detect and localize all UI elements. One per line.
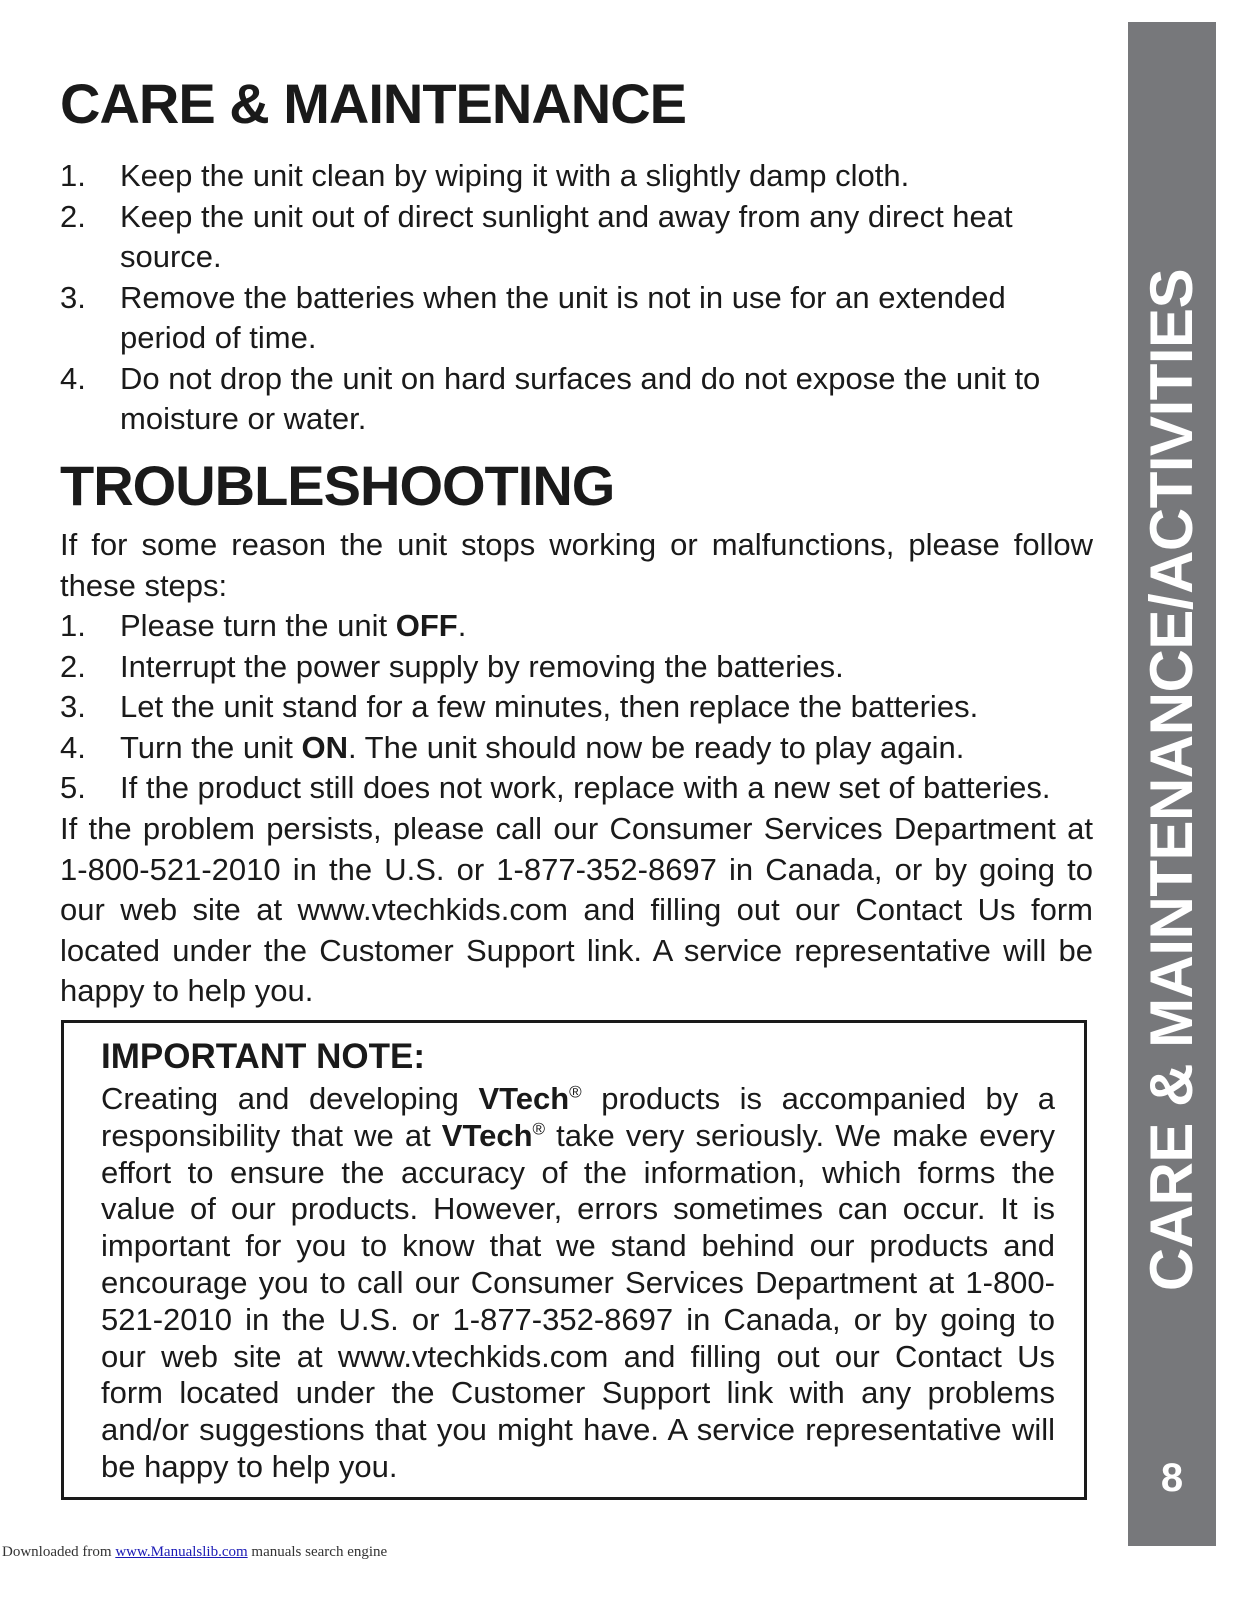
section-sidebar (1128, 22, 1216, 1546)
page-number: 8 (1160, 1456, 1184, 1500)
footer-suffix: manuals search engine (247, 1544, 388, 1560)
download-footer (2, 1544, 387, 1561)
list-text-bold: OFF (395, 608, 458, 643)
note-text: take very seriously. We make every effort to ensure the accuracy of the information, which forms the value of our products. However, errors sometimes can occur. It is important for you to know that we stand behind our products and encourage you to call our Consumer Services Department at 1-800-521-2010 in the U.S. or 1-877-352-8697 in Canada, or by going to our web site at www.vtechkids.com and filling out our Contact Us form located under the Customer Support link with any problems and/or suggestions that you might have. A service representative will be happy to help you. (101, 1117, 1055, 1484)
list-number: 1. (60, 158, 86, 193)
list-text: Do not drop the unit on hard surfaces and do not expose the unit to moisture or water. (120, 360, 1041, 436)
brand-name: VTech (478, 1081, 570, 1116)
list-item (60, 278, 1093, 359)
sidebar-section-label: CARE & MAINTENANCE/ACTIVITIES (1138, 268, 1205, 1292)
list-number: 3. (60, 689, 86, 724)
list-item (60, 156, 1093, 197)
list-number: 2. (60, 198, 86, 234)
list-text: Let the unit stand for a few minutes, then replace the batteries. (120, 689, 979, 724)
list-text: Interrupt the power supply by removing the batteries. (120, 648, 844, 684)
note-text: Creating and developing (101, 1081, 479, 1116)
list-number: 4. (60, 360, 86, 396)
important-note-body (101, 1081, 1055, 1486)
registered-mark: ® (569, 1082, 582, 1102)
list-item (60, 728, 1093, 769)
care-list (60, 156, 1093, 440)
important-note-box (61, 1020, 1087, 1500)
list-text: Please turn the unit (120, 608, 396, 643)
manualslib-link[interactable]: www.Manualslib.com (115, 1544, 248, 1560)
list-item (60, 197, 1093, 278)
list-text: . The unit should now be ready to play again. (348, 729, 965, 765)
list-text: If the product still does not work, replace with a new set of batteries. (120, 770, 1051, 805)
list-item (60, 606, 1093, 647)
troubleshooting-intro: If for some reason the unit stops working or malfunctions, please follow these steps: (60, 527, 1093, 603)
list-item (60, 647, 1093, 688)
note-text: products is accompanied by a responsibility that we at (101, 1081, 1055, 1153)
list-text-bold: ON (301, 729, 349, 765)
list-item (60, 687, 1093, 728)
troubleshooting-contact-paragraph: If the problem persists, please call our Consumer Services Department at 1-800-521-2010 in the U.S. or 1-877-352-8697 in Canada, or by going to our web site at www.vtechkids.com and filling out our Contact Us form located under the Customer Support link. A service representative will be happy to help you. (60, 811, 1093, 1008)
list-number: 4. (60, 729, 86, 765)
footer-prefix: Downloaded from (2, 1544, 116, 1560)
brand-name: VTech (441, 1117, 533, 1153)
list-number: 1. (60, 608, 86, 643)
list-number: 3. (60, 279, 86, 315)
troubleshooting-heading: TROUBLESHOOTING (60, 454, 615, 517)
list-number: 5. (60, 770, 86, 805)
list-text: Keep the unit clean by wiping it with a slightly damp cloth. (120, 158, 910, 193)
list-number: 2. (60, 648, 86, 684)
registered-mark: ® (532, 1119, 546, 1139)
list-item (60, 359, 1093, 440)
list-item (60, 768, 1093, 809)
care-maintenance-heading: CARE & MAINTENANCE (60, 72, 686, 135)
troubleshooting-list (60, 606, 1093, 809)
list-text: . (457, 608, 467, 643)
list-text: Keep the unit out of direct sunlight and away from any direct heat source. (120, 198, 1013, 274)
list-text: Turn the unit (120, 729, 302, 765)
list-text: Remove the batteries when the unit is not in use for an extended period of time. (120, 279, 1006, 355)
important-note-title: IMPORTANT NOTE: (101, 1037, 426, 1076)
